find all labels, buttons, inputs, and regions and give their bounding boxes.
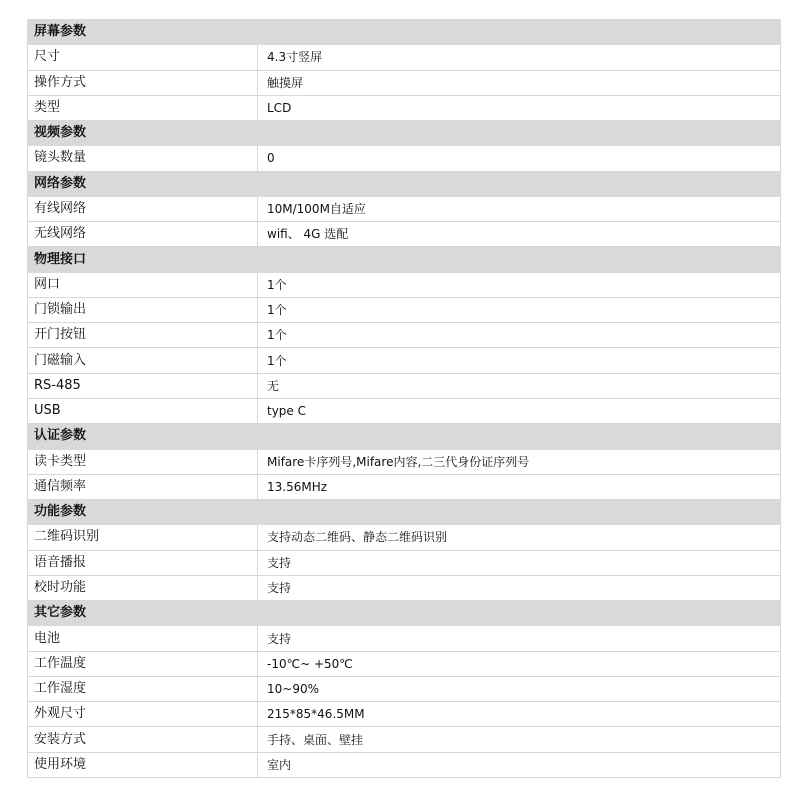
table-row: [28, 702, 781, 727]
row-label: 校时功能: [28, 575, 258, 600]
section-header-row: [28, 247, 781, 272]
row-value: 1个: [258, 297, 781, 322]
section-title: 认证参数: [28, 424, 781, 449]
table-row: [28, 474, 781, 499]
table-row: [28, 626, 781, 651]
row-label: 安装方式: [28, 727, 258, 752]
table-row: [28, 348, 781, 373]
row-label: 有线网络: [28, 196, 258, 221]
row-label: 工作温度: [28, 651, 258, 676]
row-label: 开门按钮: [28, 323, 258, 348]
row-value: 13.56MHz: [258, 474, 781, 499]
table-row: [28, 45, 781, 70]
section-header-row: [28, 424, 781, 449]
table-row: [28, 398, 781, 423]
row-label: 网口: [28, 272, 258, 297]
row-value: 1个: [258, 272, 781, 297]
row-value: 215*85*46.5MM: [258, 702, 781, 727]
row-value: 10~90%: [258, 676, 781, 701]
row-label: USB: [28, 398, 258, 423]
table-row: [28, 550, 781, 575]
section-header-row: [28, 500, 781, 525]
row-value: 支持: [258, 626, 781, 651]
row-label: 读卡类型: [28, 449, 258, 474]
section-header-row: [28, 121, 781, 146]
section-title: 网络参数: [28, 171, 781, 196]
table-row: [28, 373, 781, 398]
table-row: [28, 752, 781, 777]
table-row: [28, 525, 781, 550]
table-row: [28, 575, 781, 600]
row-label: 二维码识别: [28, 525, 258, 550]
row-label: 工作湿度: [28, 676, 258, 701]
row-value: 4.3寸竖屏: [258, 45, 781, 70]
row-label: 电池: [28, 626, 258, 651]
section-title: 其它参数: [28, 601, 781, 626]
table-row: [28, 272, 781, 297]
row-value: 支持: [258, 575, 781, 600]
row-value: 1个: [258, 348, 781, 373]
row-label: 通信频率: [28, 474, 258, 499]
row-value: 室内: [258, 752, 781, 777]
section-header-row: [28, 171, 781, 196]
section-title: 视频参数: [28, 121, 781, 146]
table-row: [28, 651, 781, 676]
row-value: 0: [258, 146, 781, 171]
row-value: type C: [258, 398, 781, 423]
row-value: 触摸屏: [258, 70, 781, 95]
row-value: 1个: [258, 323, 781, 348]
row-value: LCD: [258, 95, 781, 120]
row-label: 无线网络: [28, 222, 258, 247]
row-label: 门锁输出: [28, 297, 258, 322]
table-row: [28, 727, 781, 752]
row-label: RS-485: [28, 373, 258, 398]
table-row: [28, 70, 781, 95]
table-row: [28, 196, 781, 221]
section-title: 功能参数: [28, 500, 781, 525]
table-row: [28, 95, 781, 120]
row-label: 外观尺寸: [28, 702, 258, 727]
spec-table: [27, 19, 781, 778]
row-value: Mifare卡序列号,Mifare内容,二三代身份证序列号: [258, 449, 781, 474]
row-value: 10M/100M自适应: [258, 196, 781, 221]
section-title: 屏幕参数: [28, 20, 781, 45]
row-label: 语音播报: [28, 550, 258, 575]
table-row: [28, 676, 781, 701]
table-row: [28, 222, 781, 247]
row-label: 类型: [28, 95, 258, 120]
section-header-row: [28, 601, 781, 626]
row-label: 操作方式: [28, 70, 258, 95]
row-label: 使用环境: [28, 752, 258, 777]
table-row: [28, 449, 781, 474]
row-label: 镜头数量: [28, 146, 258, 171]
table-row: [28, 146, 781, 171]
section-header-row: [28, 20, 781, 45]
spec-table-body: [28, 20, 781, 778]
table-row: [28, 323, 781, 348]
row-value: wifi、 4G 选配: [258, 222, 781, 247]
row-value: 手持、桌面、壁挂: [258, 727, 781, 752]
row-value: -10℃~ +50℃: [258, 651, 781, 676]
table-row: [28, 297, 781, 322]
row-value: 支持动态二维码、静态二维码识别: [258, 525, 781, 550]
section-title: 物理接口: [28, 247, 781, 272]
row-label: 尺寸: [28, 45, 258, 70]
row-value: 无: [258, 373, 781, 398]
row-label: 门磁输入: [28, 348, 258, 373]
row-value: 支持: [258, 550, 781, 575]
